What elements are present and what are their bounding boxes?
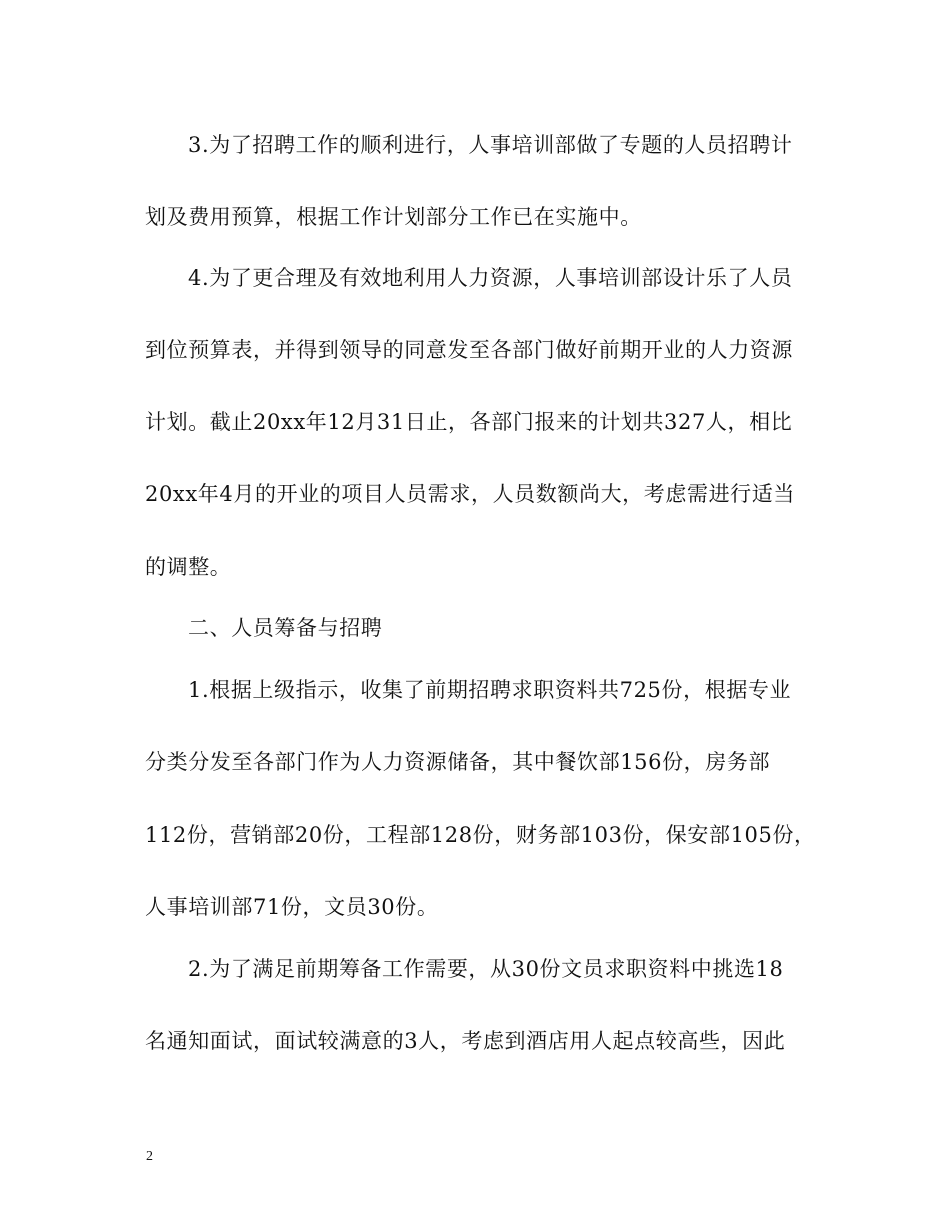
paragraph-4-line-2: 到位预算表，并得到领导的同意发至各部门做好前期开业的人力资源 [145,338,793,362]
paragraph-3-line-1: 3.为了招聘工作的顺利进行，人事培训部做了专题的人员招聘计 [188,133,793,157]
item-1-line-4: 人事培训部71份，文员30份。 [145,895,439,919]
item-1-line-3: 112份，营销部20份，工程部128份，财务部103份，保安部105份， [145,823,816,847]
item-1-line-1: 1.根据上级指示，收集了前期招聘求职资料共725份，根据专业 [188,678,792,702]
paragraph-3-line-2: 划及费用预算，根据工作计划部分工作已在实施中。 [145,205,642,229]
paragraph-4-line-3: 计划。截止20xx年12月31日止，各部门报来的计划共327人，相比 [145,410,793,434]
paragraph-4-line-4: 20xx年4月的开业的项目人员需求，人员数额尚大，考虑需进行适当 [145,482,795,506]
paragraph-4-line-5: 的调整。 [145,555,232,579]
section-heading: 二、人员筹备与招聘 [188,616,383,640]
item-2-line-2: 名通知面试，面试较满意的3人，考虑到酒店用人起点较高些，因此 [145,1029,786,1053]
paragraph-4-line-1: 4.为了更合理及有效地利用人力资源，人事培训部设计乐了人员 [188,266,793,290]
page-number: 2 [146,1149,153,1164]
item-1-line-2: 分类分发至各部门作为人力资源储备，其中餐饮部156份，房务部 [145,750,771,774]
item-2-line-1: 2.为了满足前期筹备工作需要，从30份文员求职资料中挑选18 [188,957,784,981]
